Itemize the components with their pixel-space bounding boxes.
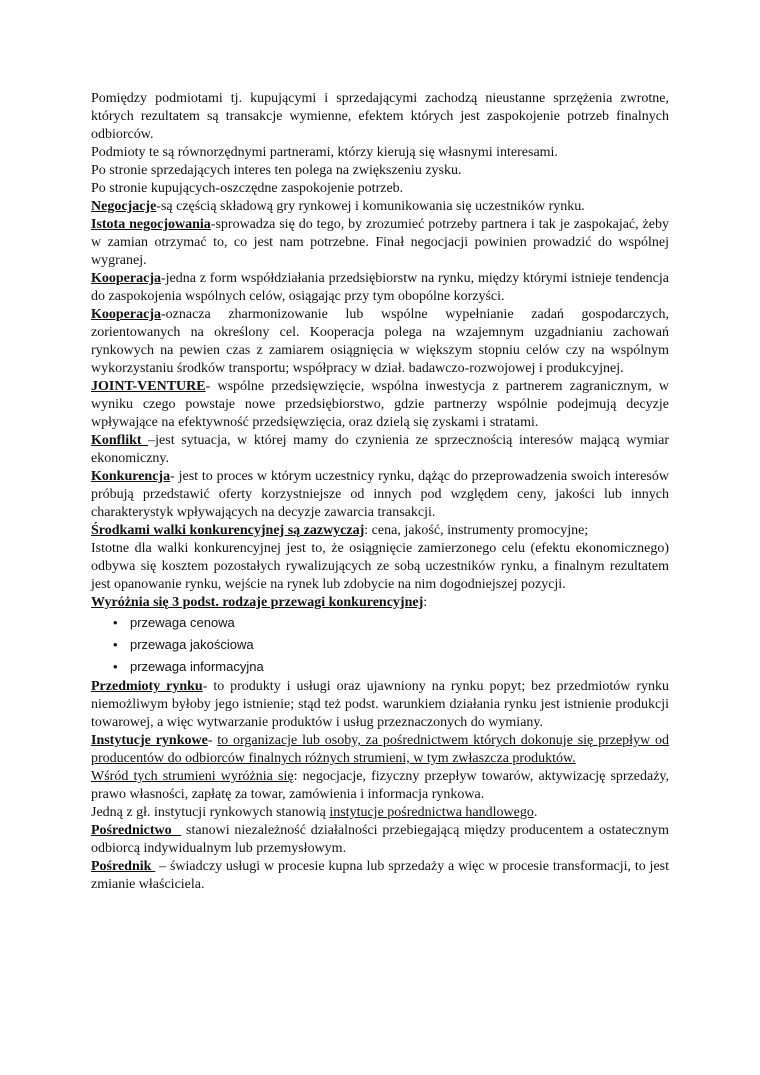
paragraph-istota: [91, 216, 669, 270]
definition-istota: -sprowadza się do tego, by zrozumieć potrzeby partnera i tak je zaspokajać, żeby w zamian otrzymać to, co jest nam potrzebne. Finał negocjacji powinien prowadzić do wspólnej wygranej.: [91, 217, 669, 268]
definition-przedmioty: - to produkty i usługi oraz ujawniony na rynku popyt; bez przedmiotów rynku niemożliwym byłoby jego istnienie; stąd też podst. warunkiem działania rynku jest istnienie produkcji towarowej, a więc wytwarzanie produktów i usług przeznaczonych do wymiany.: [91, 679, 670, 730]
term-konflikt: Konflikt: [91, 433, 149, 448]
bullet-list-przewagi: [91, 612, 669, 678]
paragraph-podmioty: Podmioty te są równorzędnymi partnerami, którzy kierują się własnymi interesami.: [91, 145, 558, 160]
list-item-label: przewaga jakościowa: [130, 637, 254, 652]
strumienie-lead: Wśród tych strumieni wyróżnia się: [91, 769, 294, 784]
strumienie-list: : negocjacje, fizyczny przepływ towarów, aktywizację sprzedaży, prawo własności, zapłatę za towar, zamówienia i informacja rynkowa.: [91, 769, 670, 802]
definition-joint-venture: - wspólne przedsięwzięcie, wspólna inwestycja z partnerem zagranicznym, w wyniku czego powstaje nowe przedsiębiorstwo, gdzie partnerzy wspólnie podejmują decyzje wpływające na efektywność przedsięwzięcia, oraz dzielą się zyskami i stratami.: [91, 379, 669, 430]
paragraph-posrednictwo: [91, 822, 669, 858]
paragraph-przedmioty: [91, 678, 669, 732]
przewagi-colon: :: [423, 595, 428, 610]
definition-srodki: : cena, jakość, instrumenty promocyjne;: [364, 523, 589, 538]
definition-posrednictwo: stanowi niezależność działalności przebiegającą między producentem a ostatecznym odbiorcą indywidualnym lub przemysłowym.: [91, 823, 669, 856]
definition-negocjacje: -są częścią składową gry rynkowej i komunikowania się uczestników rynku.: [156, 199, 585, 214]
paragraph-joint-venture: [91, 378, 669, 432]
term-instytucje-rynkowe: Instytucje rynkowe: [91, 733, 208, 748]
paragraph-srodki: [91, 522, 669, 540]
bullet-icon: •: [113, 637, 118, 652]
paragraph-intro: Pomiędzy podmiotami tj. kupującymi i sprzedającymi zachodzą nieustanne sprzężenia zwrotne, których rezultatem są transakcje wymienne, efektem których jest zaspokojenie potrzeb finalnych odbiorców.: [91, 91, 669, 142]
paragraph-sprzedajacy: Po stronie sprzedających interes ten polega na zwiększeniu zysku.: [91, 163, 462, 178]
paragraph-posrednik: [91, 858, 669, 894]
term-posrednictwo: Pośrednictwo: [91, 823, 182, 838]
bullet-icon: •: [113, 615, 118, 630]
paragraph-instytucje: [91, 732, 669, 768]
bullet-icon: •: [113, 659, 118, 674]
paragraph-istotne: Istotne dla walki konkurencyjnej jest to, że osiągnięcie zamierzonego celu (efektu ekonomicznego) odbywa się kosztem pozostałych rywalizujących ze sobą uczestników rynku, a finalnym rezultatem jest opanowanie rynku, wejście na rynek lub zdobycie na nim dogodniejszej pozycji.: [91, 541, 669, 592]
term-srodki-walki: Środkami walki konkurencyjnej są zazwyczaj: [91, 523, 365, 538]
term-joint-venture: JOINT-VENTURE: [91, 379, 206, 394]
definition-instytucje: to organizacje lub osoby, za pośrednictwem których dokonuje się przepływ od producentów do odbiorców finalnych różnych strumieni, w tym zwłaszcza produktów.: [91, 733, 669, 766]
paragraph-kooperacja-1: [91, 270, 669, 306]
list-item-label: przewaga cenowa: [130, 615, 235, 630]
paragraph-negocjacje: [91, 198, 669, 216]
definition-kooperacja-1: -jedna z form współdziałania przedsiębiorstw na rynku, między którymi istnieje tendencja do zaspokojenia wspólnych celów, osiągając przy tym obopólne korzyści.: [91, 271, 669, 304]
paragraph-konkurencja: [91, 468, 669, 522]
paragraph-kooperacja-2: [91, 306, 669, 378]
list-item: [91, 634, 669, 656]
document-page: [91, 90, 669, 894]
list-item-label: przewaga informacyjna: [130, 659, 264, 674]
definition-kooperacja-2: -oznacza zharmonizowanie lub wspólne wypełnianie zadań gospodarczych, zorientowanych na określony cel. Kooperacja polega na wzajemnym uzgadnianiu zachowań rynkowych na pewien czas z zamiarem osiągnięcia w większym stopniu celów czy na wspólnym wykorzystaniu środków transportu; współpracy w dział. badawczo-rozwojowej i produkcyjnej.: [91, 307, 669, 376]
paragraph-jedna: [91, 804, 669, 822]
paragraph-przewagi: [91, 594, 669, 612]
list-item: [91, 656, 669, 678]
instytucje-separator: -: [207, 733, 218, 748]
paragraph-konflikt: [91, 432, 669, 468]
paragraph-strumienie: [91, 768, 669, 804]
definition-konflikt: –jest sytuacja, w której mamy do czynienia ze sprzecznością interesów mającą wymiar ekonomiczny.: [91, 433, 669, 466]
term-kooperacja: Kooperacja: [91, 307, 161, 322]
definition-konkurencja: - jest to proces w którym uczestnicy rynku, dążąc do przeprowadzenia swoich interesów próbują przedstawić oferty korzystniejsze od innych pod względem ceny, jakości lub innych charakterystyk wpływających na decyzje zawarcia transakcji.: [91, 469, 669, 520]
term-rodzaje-przewagi: Wyróżnia się 3 podst. rodzaje przewagi konkurencyjnej: [91, 595, 424, 610]
term-negocjacje: Negocjacje: [91, 199, 157, 214]
paragraph-kupujacy: Po stronie kupujących-oszczędne zaspokojenie potrzeb.: [91, 181, 404, 196]
list-item: [91, 612, 669, 634]
term-kooperacja: Kooperacja: [91, 271, 161, 286]
term-posrednik: Pośrednik: [91, 859, 156, 874]
jedna-post: .: [533, 805, 538, 820]
term-konkurencja: Konkurencja: [91, 469, 171, 484]
term-przedmioty-rynku: Przedmioty rynku: [91, 679, 203, 694]
definition-posrednik: – świadczy usługi w procesie kupna lub sprzedaży a więc w procesie transformacji, to jest zmianie właściciela.: [91, 859, 669, 892]
term-istota-negocjowania: Istota negocjowania: [91, 217, 211, 232]
instytucje-posrednictwa-link: instytucje pośrednictwa handlowego: [329, 805, 534, 820]
jedna-pre: Jedną z gł. instytucji rynkowych stanowią: [91, 805, 330, 820]
